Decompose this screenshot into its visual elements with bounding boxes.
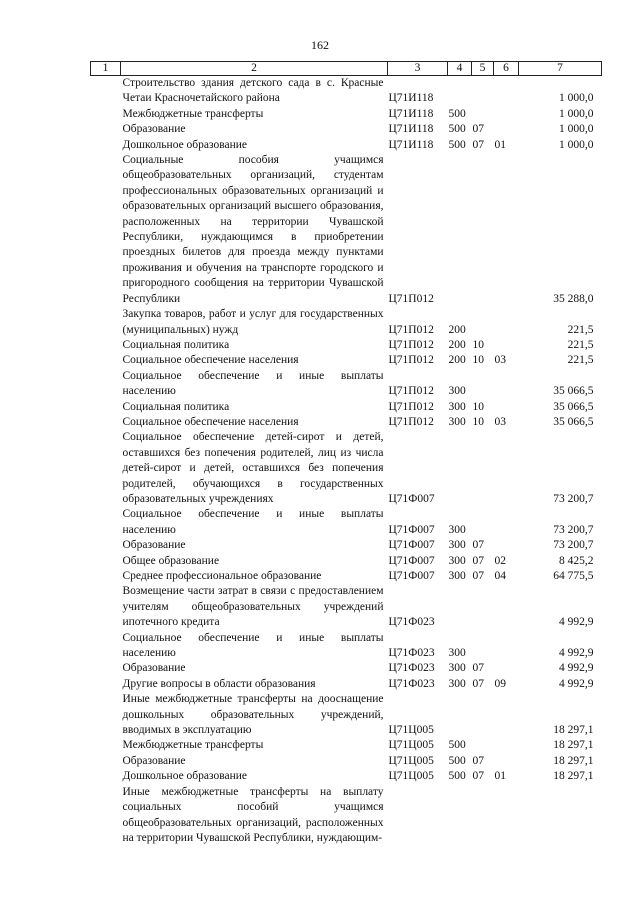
row-subsection <box>494 661 519 676</box>
row-subsection <box>494 754 519 769</box>
row-amount: 4 992,9 <box>559 647 594 660</box>
row-section: 10 <box>472 338 484 351</box>
row-description: Закупка товаров, работ и услуг для государственных (муниципальных) нужд <box>122 308 384 336</box>
row-amount: 18 297,1 <box>553 754 594 767</box>
row-section <box>472 430 494 507</box>
table-row <box>91 415 602 430</box>
row-expense-type <box>448 584 472 630</box>
row-amount: 35 066,5 <box>553 415 594 428</box>
header-col-4: 4 <box>448 62 472 76</box>
row-target-code: Ц71Ф023 <box>388 616 435 629</box>
table-row <box>91 353 602 368</box>
row-section: 07 <box>472 554 484 567</box>
row-expense-type: 300 <box>448 554 466 567</box>
row-section <box>472 631 494 662</box>
row-subsection: 09 <box>494 677 506 690</box>
row-description: Образование <box>122 539 186 552</box>
row-expense-type <box>448 153 472 307</box>
row-description: Межбюджетные трансферты <box>122 739 264 752</box>
row-amount: 73 200,7 <box>553 523 594 536</box>
table-row <box>91 785 602 847</box>
row-description: Социальное обеспечение населения <box>122 354 299 367</box>
row-subsection <box>494 785 519 847</box>
row-target-code: Ц71Ф023 <box>388 662 435 675</box>
row-section <box>472 369 494 400</box>
row-amount: 221,5 <box>567 338 594 351</box>
row-number-cell <box>91 415 121 430</box>
row-description: Другие вопросы в области образования <box>122 677 316 690</box>
row-section <box>472 507 494 538</box>
table-row <box>91 400 602 415</box>
row-subsection <box>494 507 519 538</box>
table-row <box>91 569 602 584</box>
table-row <box>91 738 602 753</box>
row-description: Социальное обеспечение населения <box>122 415 299 428</box>
row-target-code: Ц71Ф007 <box>388 554 435 567</box>
row-target-code: Ц71П012 <box>388 354 434 367</box>
row-expense-type: 300 <box>448 539 466 552</box>
row-description: Социальное обеспечение и иные выплаты населению <box>122 369 384 398</box>
row-target-code: Ц71П012 <box>388 292 434 305</box>
row-expense-type: 200 <box>448 338 466 351</box>
row-target-code: Ц71П012 <box>388 385 434 398</box>
row-description: Социальные пособия учащимся общеобразовательных организаций, студентам профессиональных образовательных организаций и образовательных организаций высшего образования, расположенных на территории Чувашской Республики, нуждающимся в приобретении проездных билетов для проезда между пунктами проживания и обучения на транспорте городского и пригородного сообщения на территории Чувашской Республики <box>122 154 384 305</box>
row-section: 10 <box>472 354 484 367</box>
row-subsection <box>494 538 519 553</box>
row-amount: 221,5 <box>567 323 594 336</box>
row-subsection <box>494 153 519 307</box>
row-description: Строительство здания детского сада в с. Красные Четаи Красночетайского района <box>122 77 384 105</box>
row-expense-type: 500 <box>448 138 466 151</box>
row-subsection <box>494 631 519 662</box>
row-section: 07 <box>472 138 484 151</box>
row-target-code: Ц71Ц005 <box>388 770 434 783</box>
row-number-cell <box>91 353 121 368</box>
row-subsection <box>494 369 519 400</box>
row-subsection: 01 <box>494 770 506 783</box>
row-subsection <box>494 738 519 753</box>
row-expense-type: 300 <box>448 570 466 582</box>
row-number-cell <box>91 554 121 569</box>
row-number-cell <box>91 76 121 107</box>
row-description: Иные межбюджетные трансферты на дооснащение дошкольных образовательных учреждений, вводимых в эксплуатацию <box>122 693 384 737</box>
row-amount: 18 297,1 <box>553 770 594 783</box>
row-subsection: 01 <box>494 138 506 151</box>
row-amount: 4 992,9 <box>559 662 594 675</box>
row-subsection <box>494 76 519 107</box>
header-col-7: 7 <box>519 62 602 76</box>
table-row <box>91 507 602 538</box>
row-target-code: Ц71Ц005 <box>388 724 434 737</box>
row-number-cell <box>91 692 121 738</box>
row-number-cell <box>91 369 121 400</box>
row-number-cell <box>91 338 121 353</box>
table-row <box>91 307 602 338</box>
row-description: Межбюджетные трансферты <box>122 107 264 120</box>
row-subsection <box>494 692 519 738</box>
row-section <box>472 692 494 738</box>
row-number-cell <box>91 400 121 415</box>
row-target-code: Ц71П012 <box>388 323 434 336</box>
row-number-cell <box>91 507 121 538</box>
row-expense-type: 300 <box>448 400 466 413</box>
row-number-cell <box>91 430 121 507</box>
row-section: 07 <box>472 770 484 783</box>
header-col-5: 5 <box>472 62 494 76</box>
row-section: 10 <box>472 415 484 428</box>
row-number-cell <box>91 153 121 307</box>
row-subsection: 03 <box>494 415 506 428</box>
row-expense-type: 500 <box>448 107 466 120</box>
row-target-code: Ц71П012 <box>388 400 434 413</box>
row-expense-type: 500 <box>448 770 466 783</box>
table-row <box>91 338 602 353</box>
row-section <box>472 107 494 122</box>
row-section: 07 <box>472 123 484 136</box>
row-number-cell <box>91 661 121 676</box>
row-expense-type: 500 <box>448 123 466 136</box>
row-description: Иные межбюджетные трансферты на выплату социальных пособий учащимся общеобразовательных организаций, расположенных на территории Чувашской Республики, нуждающим- <box>122 785 384 844</box>
header-col-2: 2 <box>121 62 388 76</box>
table-row <box>91 677 602 692</box>
row-amount: 73 200,7 <box>553 492 594 505</box>
table-row <box>91 107 602 122</box>
table-row <box>91 692 602 738</box>
row-expense-type: 200 <box>448 323 466 336</box>
table-row <box>91 369 602 400</box>
row-number-cell <box>91 569 121 584</box>
row-description: Образование <box>122 662 186 675</box>
row-target-code: Ц71Ф007 <box>388 492 435 505</box>
budget-table <box>90 61 602 846</box>
row-amount: 4 992,9 <box>559 616 594 629</box>
row-target-code: Ц71Ф007 <box>388 570 435 582</box>
row-number-cell <box>91 307 121 338</box>
row-section: 07 <box>472 754 484 767</box>
row-target-code: Ц71Ф023 <box>388 677 435 690</box>
row-section <box>472 76 494 107</box>
row-description: Возмещение части затрат в связи с предоставлением учителям общеобразовательных учреждений ипотечного кредита <box>122 585 384 629</box>
table-row <box>91 430 602 507</box>
row-number-cell <box>91 769 121 784</box>
table-row <box>91 769 602 784</box>
table-row <box>91 76 602 107</box>
row-target-code: Ц71Ф007 <box>388 523 435 536</box>
table-row <box>91 538 602 553</box>
table-row <box>91 631 602 662</box>
table-row <box>91 754 602 769</box>
row-subsection: 03 <box>494 354 506 367</box>
row-subsection <box>494 338 519 353</box>
row-amount: 1 000,0 <box>559 92 594 105</box>
row-expense-type: 300 <box>448 385 466 398</box>
row-expense-type: 300 <box>448 415 466 428</box>
table-row <box>91 122 602 137</box>
row-subsection <box>494 430 519 507</box>
row-amount: 1 000,0 <box>559 138 594 151</box>
row-description: Дошкольное образование <box>122 770 248 783</box>
row-number-cell <box>91 584 121 630</box>
row-section <box>472 307 494 338</box>
row-number-cell <box>91 738 121 753</box>
row-number-cell <box>91 107 121 122</box>
row-expense-type: 300 <box>448 662 466 675</box>
row-amount: 35 066,5 <box>553 385 594 398</box>
row-number-cell <box>91 138 121 153</box>
row-amount: 4 992,9 <box>559 677 594 690</box>
row-subsection <box>494 107 519 122</box>
row-description: Социальное обеспечение детей-сирот и детей, оставшихся без попечения родителей, лиц из числа детей-сирот и детей, оставшихся без попечения родителей, обучающихся в государственных образовательных учреждениях <box>122 431 384 505</box>
row-expense-type: 300 <box>448 647 466 660</box>
table-body <box>91 76 602 847</box>
row-description: Социальная политика <box>122 400 230 413</box>
row-section <box>472 785 494 847</box>
header-col-1: 1 <box>91 62 121 76</box>
row-description: Образование <box>122 754 186 767</box>
row-expense-type: 200 <box>448 354 466 367</box>
row-description: Образование <box>122 123 186 136</box>
row-target-code: Ц71И118 <box>388 107 434 120</box>
row-section: 07 <box>472 570 484 582</box>
row-subsection <box>494 400 519 415</box>
row-number-cell <box>91 677 121 692</box>
row-section <box>472 153 494 307</box>
row-amount: 35 066,5 <box>553 400 594 413</box>
header-col-6: 6 <box>494 62 519 76</box>
row-amount: 1 000,0 <box>559 123 594 136</box>
row-expense-type <box>448 430 472 507</box>
row-number-cell <box>91 122 121 137</box>
row-section: 07 <box>472 677 484 690</box>
header-row <box>91 62 602 76</box>
row-target-code: Ц71И118 <box>388 123 434 136</box>
table-header <box>91 62 602 76</box>
header-col-3: 3 <box>388 62 448 76</box>
row-number-cell <box>91 785 121 847</box>
row-subsection <box>494 122 519 137</box>
row-target-code: Ц71Ф007 <box>388 539 435 552</box>
row-amount: 221,5 <box>567 354 594 367</box>
row-description: Среднее профессиональное образование <box>122 570 322 582</box>
row-description: Социальное обеспечение и иные выплаты населению <box>122 508 384 536</box>
row-amount: 1 000,0 <box>559 107 594 120</box>
page-number: 162 <box>311 38 329 52</box>
row-number-cell <box>91 538 121 553</box>
row-expense-type: 500 <box>448 754 466 767</box>
row-target-code: Ц71Ц005 <box>388 754 434 767</box>
row-target-code: Ц71И118 <box>388 92 434 105</box>
table-row <box>91 661 602 676</box>
row-amount <box>519 785 602 847</box>
row-target-code: Ц71Ц005 <box>388 739 434 752</box>
row-subsection: 02 <box>494 554 506 567</box>
row-section <box>472 584 494 630</box>
row-section <box>472 738 494 753</box>
row-target-code: Ц71И118 <box>388 138 434 151</box>
row-amount: 73 200,7 <box>553 539 594 552</box>
row-section: 07 <box>472 539 484 552</box>
row-section: 10 <box>472 400 484 413</box>
row-target-code <box>388 785 448 847</box>
row-number-cell <box>91 631 121 662</box>
row-description: Дошкольное образование <box>122 138 248 151</box>
row-section: 07 <box>472 662 484 675</box>
row-target-code: Ц71П012 <box>388 415 434 428</box>
row-amount: 64 775,5 <box>553 570 594 582</box>
table-row <box>91 138 602 153</box>
row-description: Социальная политика <box>122 338 230 351</box>
row-target-code: Ц71П012 <box>388 338 434 351</box>
row-expense-type <box>448 785 472 847</box>
row-subsection: 04 <box>494 570 506 582</box>
row-description: Общее образование <box>122 554 220 567</box>
row-expense-type <box>448 692 472 738</box>
row-amount: 18 297,1 <box>553 724 594 737</box>
row-amount: 18 297,1 <box>553 739 594 752</box>
row-subsection <box>494 584 519 630</box>
table-row <box>91 153 602 307</box>
row-expense-type: 300 <box>448 523 466 536</box>
row-target-code: Ц71Ф023 <box>388 647 435 660</box>
row-amount: 35 288,0 <box>553 292 594 305</box>
row-subsection <box>494 307 519 338</box>
row-number-cell <box>91 754 121 769</box>
row-description: Социальное обеспечение и иные выплаты населению <box>122 631 384 660</box>
row-expense-type <box>448 76 472 107</box>
table-row <box>91 554 602 569</box>
row-expense-type: 300 <box>448 677 466 690</box>
row-amount: 8 425,2 <box>559 554 594 567</box>
row-expense-type: 500 <box>448 739 466 752</box>
table-row <box>91 584 602 630</box>
